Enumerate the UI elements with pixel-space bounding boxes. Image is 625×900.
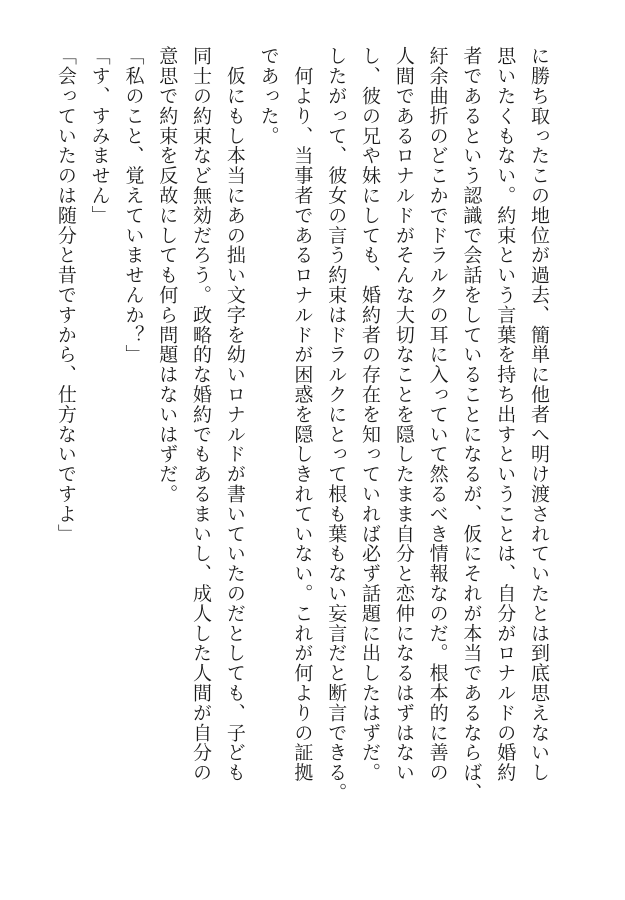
dialogue-line: 「私のこと、覚えていませんか？」 <box>122 46 145 365</box>
text-line: したがって、彼女の言う約束はドラルクにとって根も葉もない妄言だと断言できる。 <box>325 46 348 803</box>
dialogue-line: 「す、すみません」 <box>88 46 111 226</box>
text-line: し、彼の兄や妹にしても、婚約者の存在を知っていれば必ず話題に出したはずだ。 <box>359 46 382 783</box>
text-line: 紆余曲折のどこかでドラルクの耳に入っていて然るべき情報なのだ。根本的に善の <box>426 46 449 783</box>
text-line: 人間であるロナルドがそんな大切なことを隠したまま自分と恋仲になるはずはない <box>392 46 415 783</box>
text-line: 思いたくもない。約束という言葉を持ち出すということは、自分がロナルドの婚約 <box>494 46 517 783</box>
text-line: に勝ち取ったこの地位が過去、簡単に他者へ明け渡されていたとは到底思えないし <box>528 46 550 783</box>
dialogue-line: 「会っていたのは随分と昔ですから、仕方ないですよ」 <box>54 46 77 544</box>
text-line: 何より、当事者であるロナルドが困惑を隠しきれていない。これが何よりの証拠 <box>291 46 314 783</box>
vertical-text-body <box>48 46 555 856</box>
text-line: 同士の約束など無効だろう。政略的な婚約でもあるまいし、成人した人間が自分の <box>190 46 213 783</box>
text-line: 者であるという認識で会話をしていることになるが、仮にそれが本当であるならば、 <box>460 46 483 803</box>
text-line: 仮にもし本当にあの拙い文字を幼いロナルドが書いていたのだとしても、子ども <box>223 46 246 783</box>
text-line: であった。 <box>257 46 280 146</box>
text-line: 意思で約束を反故にしても何ら問題はないはずだ。 <box>156 46 179 504</box>
